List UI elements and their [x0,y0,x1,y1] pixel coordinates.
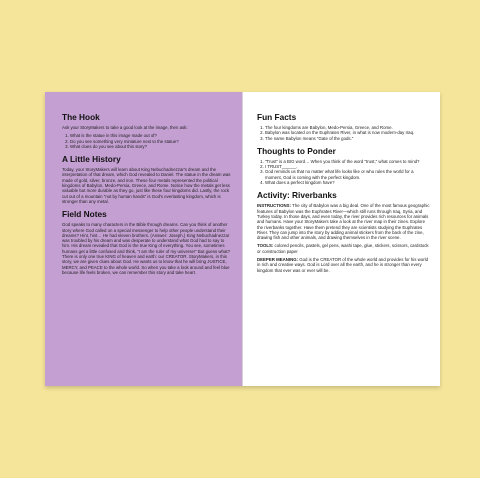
deeper-meaning-label: DEEPER MEANING: [257,257,299,263]
activity-tools [257,243,430,254]
history-body: Today, your StoryMakers will learn about King Nebuchadnezzar's dream and the interpretation of that dream, which God revealed to Daniel. The statue in the dream was made of gold, silver, bronze, and iron. These four metals represented the political kingdoms of Babylon, Medo-Persia, Greece, and Rome. Notice how the metals get less valuable but more durable as they go, just like these four kingdoms did. Lastly, the rock cut out of a mountain "not by human hands" is God's everlasting kingdom, which is stronger than any metal. [62,167,231,204]
tools-text: colored pencils, pastels, gel pens, washi tape, glue, stickers, scissors, cardstock or construction paper [257,243,429,254]
field-notes-body: God speaks to many characters in the Bible through dreams. Can you think of another story where God called on a special messenger to help other people understand their dreams? Hint, hint… He had eleven brothers. (Answer: Joseph.) King Nebuchadnezzar was troubled by his dream and was desperate to understand what God had to say to him. His dream revealed that God is the true King of everything. You see, sometimes humans get a little confused and think, "I am the ruler of my universe!" But guess what? There is only one true KING of heaven and earth: our CREATOR. StoryMakers, in this story, we are given clues about God. He wants us to know that he will bring JUSTICE, MERCY, and PEACE to the whole world. So when you take a look around and feel blue because life feels broken, we can remember this story and take heart. [62,222,230,275]
tools-label: TOOLS: [257,243,274,249]
thought-item: 1. "Trust" is a BIG word… When you think of the word "trust," what comes to mind? [265,159,430,164]
heading-field-notes: Field Notes [62,209,107,220]
hook-intro: Ask your StoryMakers to take a good look at the image, then ask: [62,125,188,130]
section-field-notes [62,209,232,275]
heading-thoughts-to-ponder: Thoughts to Ponder [257,145,336,156]
hook-question: 2. Do you see something very miniature next to the statue? [70,139,232,144]
fun-facts-list [257,125,430,141]
thought-item: 2. I TRUST______. [265,164,430,169]
right-page [242,92,440,386]
hook-question: 3. What clues do you see about this story? [70,144,232,149]
heading-the-hook: The Hook [62,112,100,122]
fun-fact-item: 3. The name Babylon means "Gate of the gods." [265,136,430,141]
instructions-text: The city of Babylon was a big deal. One of the most famous geographic features of Babylon was the Euphrates River—which still runs through Iraq, Syria, and Turkey today. In those days, and even today, the river provides rich resources for animals and humans. Have your StoryMakers take a look at the river map in their zines. Explore the riverbanks together. Have them pretend they are scientists studying the Euphrates River. They can jump into the story by adding animal stickers from the back of the zine, drawing fish and other animals, and drawing themselves in the river scene. [257,203,430,241]
open-booklet [45,92,440,386]
thought-item: 3. God reminds us that no matter what life looks like or who rules the world for a moment, God is coming with the perfect kingdom. [265,169,430,180]
thought-item: 4. What does a perfect kingdom have? [265,180,430,185]
activity-instructions [257,203,430,240]
fun-fact-item: 2. Babylon was located on the Euphrates River, in what is now modern-day Iraq. [265,130,430,135]
section-a-little-history [62,154,232,204]
section-fun-facts [257,112,430,141]
instructions-label: INSTRUCTIONS: [257,203,292,209]
heading-activity-riverbanks: Activity: Riverbanks [257,190,337,201]
activity-deeper-meaning [257,257,430,273]
hook-question-list [62,133,232,149]
section-the-hook [62,112,232,149]
fun-fact-item: 1. The four kingdoms are Babylon, Medo-Persia, Greece, and Rome. [265,125,430,130]
hook-question: 1. What is the statue in this image made out of? [70,133,232,138]
thoughts-list [257,159,430,185]
heading-a-little-history: A Little History [62,154,121,165]
heading-fun-facts: Fun Facts [257,112,297,122]
left-page [45,92,242,386]
section-activity-riverbanks [257,190,430,273]
section-thoughts-to-ponder [257,146,430,185]
deeper-meaning-text: God is the CREATOR of the whole world and provides for his world in rich and creative ways. God is Lord over all the earth, and he is stronger than every kingdom that ever was or ever will be. [257,257,428,273]
